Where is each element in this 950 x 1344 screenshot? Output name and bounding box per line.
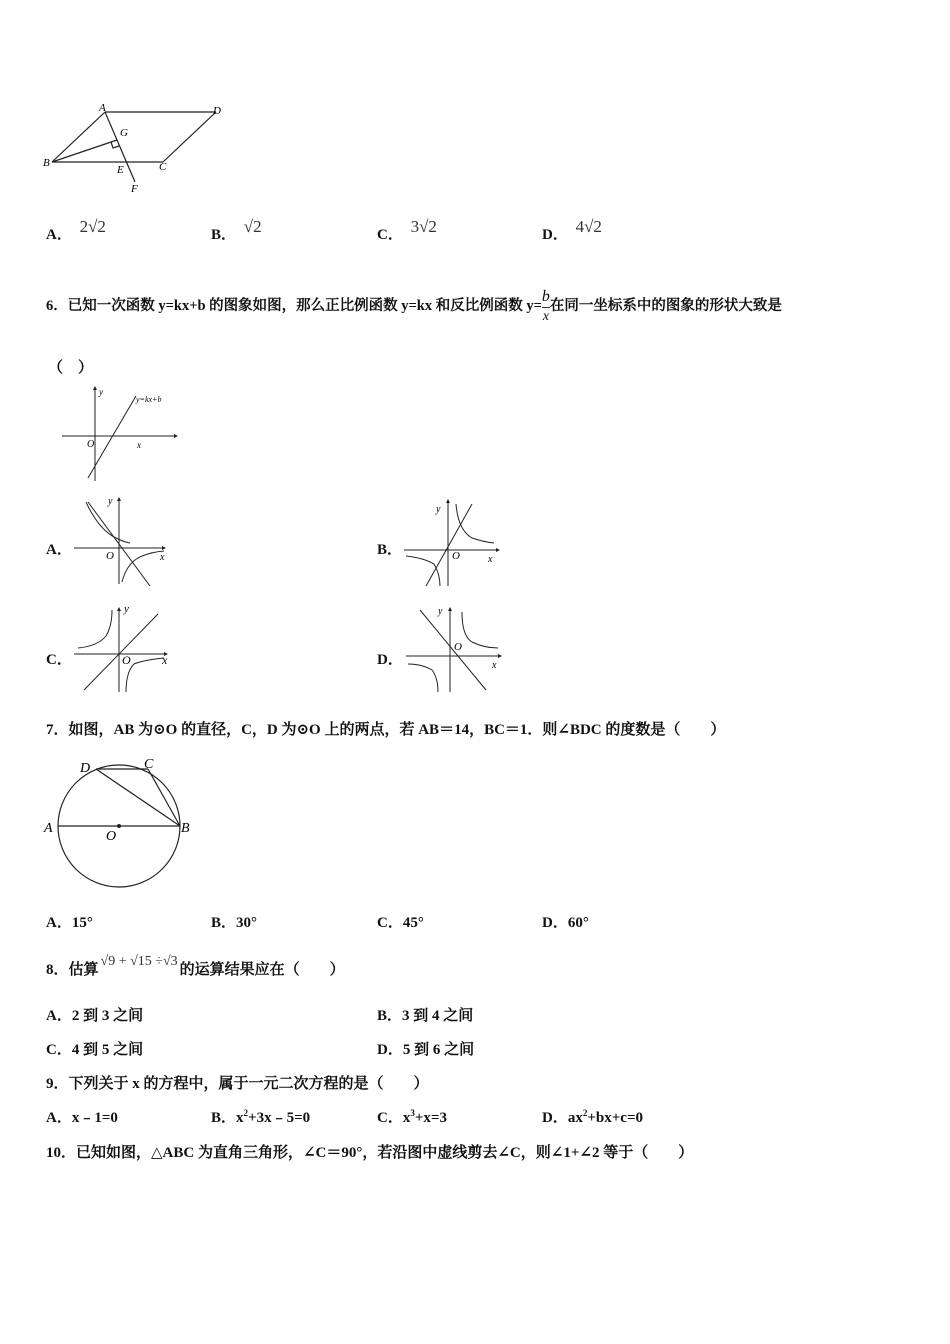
q5-option-a-value: 2√2 [79,217,106,236]
q7-option-b-value: 30° [236,915,258,931]
q6-b-origin: O [452,550,460,562]
q8-option-c-label: C． [46,1042,72,1058]
q5-label-A: A [99,102,106,114]
q9-option-b-pre: x [236,1110,244,1126]
q5-option-d-label: D． [542,227,568,243]
q6-fraction [542,287,550,327]
q6-option-b-graph[interactable] [402,498,502,588]
q9-option-c-sup: 3 [410,1108,415,1118]
q10-question: 10．已知如图，△ABC 为直角三角形，∠C＝90°，若沿图中虚线剪去∠C，则∠1+∠2 等于（ ） [46,1145,694,1161]
q8-prefix: 8．估算 [46,962,99,978]
q7-option-b-label: B． [211,915,237,931]
q6-c-x-axis: x [162,653,168,667]
q7-label-C: C [144,757,154,772]
q9-option-c-pre: x [402,1110,411,1126]
q9-question: 9．下列关于 x 的方程中，属于一元二次方程的是（ ） [46,1076,429,1092]
q6-answer-paren: （ ） [48,360,94,376]
q5-option-b-value: √2 [243,217,262,236]
q6-b-x-axis: x [488,554,493,565]
q6-option-b-label[interactable]: B． [377,542,403,558]
q5-option-a-label: A． [46,227,72,243]
q7-option-c-label: C． [377,915,403,931]
q9-option-b-sup: 2 [243,1108,249,1118]
q6-c-origin: O [122,653,131,667]
q6-a-y-axis: y [108,496,113,507]
q8-option-d-value: 5 到 6 之间 [402,1042,475,1058]
q6-option-d-graph[interactable] [404,604,508,694]
q6-option-c-graph[interactable] [72,604,177,694]
q6-given-origin: O [87,439,95,450]
q9-option-c-label: C． [377,1110,403,1126]
q8-option-a-label: A． [46,1008,72,1024]
q6-given-line-label: y=kx+b [136,395,162,404]
q6-fraction-numerator: b [541,287,550,305]
q9-option-b-post: +3x﹣5=0 [248,1110,311,1126]
q5-label-E: E [117,164,124,176]
q7-option-a-label: A． [46,915,72,931]
q5-option-b-label: B． [211,227,237,243]
q7-option-d-label: D． [542,915,568,931]
q5-label-G: G [120,127,128,139]
q8-option-d[interactable] [377,1038,474,1059]
q6-text-after: 在同一坐标系中的图象的形状大致是 [549,298,782,314]
q5-option-d[interactable] [542,217,602,244]
q9-option-d[interactable] [542,1106,643,1127]
q6-option-a-label[interactable]: A． [46,542,72,558]
q8-option-d-label: D． [377,1042,403,1058]
q7-option-b[interactable] [211,911,257,932]
q7-circle-figure [40,752,200,892]
q9-option-d-label: D． [542,1110,568,1126]
q7-option-a[interactable] [46,911,93,932]
q8-option-a-value: 2 到 3 之间 [71,1008,144,1024]
q6-given-y-axis: y [99,387,103,397]
q7-option-c-value: 45° [402,915,424,931]
q8-expression: √9 + √15 ÷√3 [100,954,178,969]
q5-option-c-value: 3√2 [410,217,437,236]
q5-label-F: F [131,183,138,195]
q8-option-a[interactable] [46,1004,143,1025]
q9-option-c[interactable] [377,1106,447,1127]
q8-option-b-label: B． [377,1008,403,1024]
q7-option-c[interactable] [377,911,424,932]
q6-b-y-axis: y [436,504,441,515]
q5-option-c-label: C． [377,227,403,243]
q6-given-x-axis: x [137,440,141,450]
q9-option-a-label: A． [46,1110,72,1126]
q5-parallelogram-figure [40,100,230,200]
q7-option-d[interactable] [542,911,589,932]
q5-option-c[interactable] [377,217,437,244]
q7-label-B: B [181,821,190,836]
q7-label-D: D [80,761,91,776]
q6-a-x-axis: x [160,552,165,563]
q8-option-b[interactable] [377,1004,473,1025]
q6-d-y-axis: y [438,606,443,617]
q9-option-d-post: +bx+c=0 [587,1110,643,1126]
q7-option-d-value: 60° [567,915,589,931]
q6-text-before: 6．已知一次函数 y=kx+b 的图象如图，那么正比例函数 y=kx 和反比例函数 y= [46,298,542,314]
q8-question [46,954,345,979]
q9-option-a-pre: x﹣1=0 [71,1110,118,1126]
q9-option-c-post: +x=3 [414,1110,447,1126]
q8-suffix: 的运算结果应在（ ） [179,962,345,978]
q5-label-C: C [159,161,167,173]
q6-question [46,268,782,344]
q6-option-c-label[interactable]: C． [46,652,72,668]
q7-label-O: O [106,829,117,844]
q5-label-B: B [43,157,50,169]
q9-option-b-label: B． [211,1110,237,1126]
q5-option-a[interactable] [46,217,106,244]
q6-option-a-graph[interactable] [72,496,172,586]
q5-option-b[interactable] [211,217,262,244]
q9-option-d-pre: ax [567,1110,583,1126]
q6-d-origin: O [454,641,462,653]
q7-label-A: A [44,821,53,836]
q8-option-b-value: 3 到 4 之间 [402,1008,474,1024]
q5-label-D: D [213,105,221,117]
q6-fraction-denominator: x [542,307,550,326]
q7-option-a-value: 15° [71,915,93,931]
q9-option-b[interactable] [211,1106,310,1127]
q6-option-d-label[interactable]: D． [377,652,403,668]
q6-c-y-axis: y [124,604,129,615]
q7-question: 7．如图，AB 为⊙O 的直径，C，D 为⊙O 上的两点，若 AB＝14，BC＝1．则∠BDC 的度数是（ ） [46,722,726,738]
q9-option-a[interactable] [46,1106,118,1127]
q6-a-origin: O [106,550,114,562]
q9-option-d-sup: 2 [582,1108,588,1118]
q8-option-c-value: 4 到 5 之间 [71,1042,144,1058]
q6-d-x-axis: x [492,660,497,671]
q5-option-d-value: 4√2 [575,217,602,236]
q8-option-c[interactable] [46,1038,143,1059]
q6-given-graph [62,386,182,482]
